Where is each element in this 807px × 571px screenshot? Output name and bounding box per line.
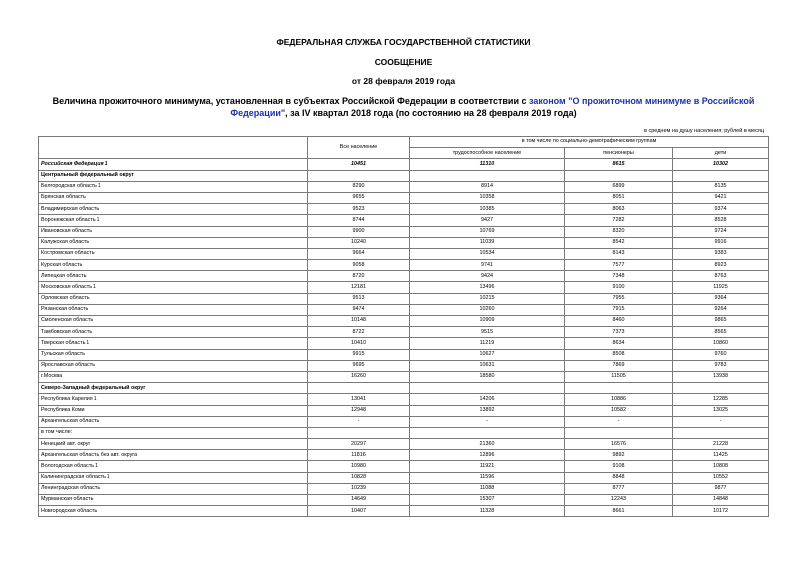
col-group-header: в том числе по социально-демографическим группам	[410, 137, 769, 148]
region-name-cell	[39, 271, 308, 282]
region-name: Республика Коми	[41, 406, 85, 413]
value-cell: 6899	[565, 181, 673, 192]
value-cell: 9424	[410, 271, 565, 282]
value-cell: 10240	[308, 237, 410, 248]
value-cell: 9474	[308, 304, 410, 315]
value-cell: 9892	[565, 450, 673, 461]
table-row	[39, 271, 769, 282]
region-name: Тамбовская область	[41, 328, 93, 335]
region-name-cell	[39, 181, 308, 192]
table-row	[39, 349, 769, 360]
value-cell: 9523	[308, 204, 410, 215]
region-name: г.Москва	[41, 373, 63, 380]
value-cell: 20297	[308, 439, 410, 450]
table-row	[39, 371, 769, 382]
value-cell: 10627	[410, 349, 565, 360]
empty-cell	[673, 170, 769, 181]
value-cell: 7282	[565, 215, 673, 226]
table-row	[39, 427, 769, 438]
value-cell: 11505	[565, 371, 673, 382]
table-row	[39, 181, 769, 192]
region-name: Мурманская область	[41, 496, 94, 503]
col-children: дети	[673, 148, 769, 159]
value-cell: 13892	[410, 405, 565, 416]
value-cell: 18580	[410, 371, 565, 382]
region-name: Вологодская область	[41, 462, 95, 469]
region-name: в том числе:	[41, 429, 73, 436]
value-cell: 12896	[410, 450, 565, 461]
value-cell: -	[673, 416, 769, 427]
value-cell: 9264	[673, 304, 769, 315]
value-cell: 10239	[308, 483, 410, 494]
value-cell: 10631	[410, 360, 565, 371]
table-row	[39, 226, 769, 237]
empty-cell	[673, 383, 769, 394]
value-cell: 10410	[308, 338, 410, 349]
value-cell: 7955	[565, 293, 673, 304]
value-cell	[565, 427, 673, 438]
header-row	[39, 137, 769, 148]
region-name: Архангельская область без авт. округа	[41, 451, 138, 458]
value-cell: 8051	[565, 192, 673, 203]
table-row	[39, 483, 769, 494]
col-all-population: Все население	[308, 137, 410, 159]
value-cell: 8143	[565, 248, 673, 259]
value-cell: 9100	[565, 282, 673, 293]
value-cell: 16576	[565, 439, 673, 450]
value-cell: 8615	[565, 159, 673, 170]
col-working-age: трудоспособное население	[410, 148, 565, 159]
value-cell: 7915	[565, 304, 673, 315]
value-cell: 14206	[410, 394, 565, 405]
unit-note: в среднем на душу населения; рублей в месяц	[644, 128, 764, 134]
value-cell: 12948	[308, 405, 410, 416]
value-cell: 8763	[673, 271, 769, 282]
table-row	[39, 450, 769, 461]
value-cell: 9655	[308, 192, 410, 203]
col-pensioners: пенсионеры	[565, 148, 673, 159]
region-name-cell	[39, 495, 308, 506]
table-row	[39, 304, 769, 315]
value-cell: 10358	[410, 192, 565, 203]
region-name-cell	[39, 204, 308, 215]
table-row	[39, 394, 769, 405]
value-cell: 9865	[673, 316, 769, 327]
empty-cell	[308, 170, 410, 181]
footnote-mark[interactable]: 1	[95, 462, 98, 469]
table-row	[39, 461, 769, 472]
value-cell: 12181	[308, 282, 410, 293]
subsistence-table	[38, 136, 769, 517]
value-cell: 8320	[565, 226, 673, 237]
value-cell: 11088	[410, 483, 565, 494]
value-cell: 21360	[410, 439, 565, 450]
value-cell: 9783	[673, 360, 769, 371]
footnote-mark[interactable]: 1	[86, 339, 90, 346]
district-row	[39, 383, 769, 394]
value-cell: 10860	[673, 338, 769, 349]
region-name-cell	[39, 405, 308, 416]
district-name: Центральный федеральный округ	[39, 170, 308, 181]
value-cell: 11310	[410, 159, 565, 170]
region-name: Архангельская область	[41, 418, 100, 425]
region-name-cell	[39, 416, 308, 427]
value-cell: -	[410, 416, 565, 427]
value-cell: 8528	[673, 215, 769, 226]
region-name: Орловская область	[41, 295, 90, 302]
value-cell: 10886	[565, 394, 673, 405]
value-cell	[410, 427, 565, 438]
value-cell: 10302	[673, 159, 769, 170]
value-cell: 9760	[673, 349, 769, 360]
region-name: Воронежская область	[41, 216, 96, 223]
value-cell: 21228	[673, 439, 769, 450]
value-cell: 9108	[565, 461, 673, 472]
region-name: Рязанская область	[41, 306, 89, 313]
value-cell	[308, 427, 410, 438]
value-cell: -	[565, 416, 673, 427]
value-cell: 9741	[410, 260, 565, 271]
value-cell: 8848	[565, 472, 673, 483]
table-row	[39, 439, 769, 450]
table-row	[39, 316, 769, 327]
value-cell: 10909	[410, 316, 565, 327]
value-cell: 13025	[673, 405, 769, 416]
footnote-mark[interactable]: 1	[97, 183, 101, 190]
value-cell: 8722	[308, 327, 410, 338]
value-cell: 10828	[308, 472, 410, 483]
value-cell: 7577	[565, 260, 673, 271]
footnote-mark[interactable]: 1	[106, 474, 110, 481]
table-row	[39, 204, 769, 215]
value-cell: 10552	[673, 472, 769, 483]
district-row	[39, 170, 769, 181]
value-cell: 8460	[565, 316, 673, 327]
region-name: Костромская область	[41, 250, 95, 257]
table-row	[39, 237, 769, 248]
value-cell: 10451	[308, 159, 410, 170]
region-name-cell	[39, 304, 308, 315]
table-row	[39, 405, 769, 416]
value-cell: 8542	[565, 237, 673, 248]
value-cell: 10148	[308, 316, 410, 327]
region-name-cell	[39, 293, 308, 304]
value-cell: 10172	[673, 506, 769, 517]
value-cell: 8720	[308, 271, 410, 282]
document-title	[50, 96, 757, 119]
value-cell: 9058	[308, 260, 410, 271]
footnote-mark[interactable]: 1	[96, 216, 100, 223]
region-name: Владимирская область	[41, 205, 100, 212]
footnote-mark[interactable]: 1	[93, 395, 97, 402]
region-name-cell	[39, 192, 308, 203]
table-row	[39, 472, 769, 483]
footnote-mark[interactable]: 1	[93, 283, 96, 290]
value-cell: 9724	[673, 226, 769, 237]
value-cell: 9513	[308, 293, 410, 304]
value-cell: 9383	[673, 248, 769, 259]
region-name: Ивановская область	[41, 227, 93, 234]
value-cell: 8744	[308, 215, 410, 226]
region-name: Московская область	[41, 283, 93, 290]
table-row	[39, 159, 769, 170]
value-cell: 12285	[673, 394, 769, 405]
region-name-cell	[39, 349, 308, 360]
table-row	[39, 260, 769, 271]
message-heading: СООБЩЕНИЕ	[374, 57, 433, 67]
message-date: от 28 февраля 2019 года	[351, 76, 456, 86]
value-cell: 11328	[410, 506, 565, 517]
value-cell: 8914	[410, 181, 565, 192]
region-name: Тульская область	[41, 351, 86, 358]
table-row	[39, 248, 769, 259]
value-cell: 7373	[565, 327, 673, 338]
district-name: Северо-Западный федеральный округ	[39, 383, 308, 394]
agency-title: ФЕДЕРАЛЬНАЯ СЛУЖБА ГОСУДАРСТВЕННОЙ СТАТИСТИКИ	[276, 37, 531, 47]
value-cell: 8634	[565, 338, 673, 349]
region-name: Ленинградская область	[41, 485, 101, 492]
region-name-cell	[39, 260, 308, 271]
region-name: Курская область	[41, 261, 83, 268]
value-cell: 11219	[410, 338, 565, 349]
value-cell: 11596	[410, 472, 565, 483]
value-cell: 14649	[308, 495, 410, 506]
value-cell: 10407	[308, 506, 410, 517]
region-name: Калужская область	[41, 239, 90, 246]
region-name: Ярославская область	[41, 362, 96, 369]
region-name-cell	[39, 439, 308, 450]
table-row	[39, 506, 769, 517]
value-cell: 10808	[673, 461, 769, 472]
region-name: Российская Федерация	[41, 160, 104, 167]
region-name-cell	[39, 427, 308, 438]
title-text-1: Величина прожиточного минимума, установленная в субъектах Российской Федерации в соответствии с	[52, 96, 529, 106]
table-row	[39, 360, 769, 371]
region-name-cell	[39, 159, 308, 170]
region-name-cell	[39, 282, 308, 293]
table-row	[39, 338, 769, 349]
value-cell: 9915	[308, 349, 410, 360]
value-cell: 7869	[565, 360, 673, 371]
value-cell: 9695	[308, 360, 410, 371]
region-name-cell	[39, 461, 308, 472]
value-cell: 10260	[410, 304, 565, 315]
region-name-cell	[39, 472, 308, 483]
region-name-cell	[39, 506, 308, 517]
value-cell: 11425	[673, 450, 769, 461]
region-name: Республика Карелия	[41, 395, 93, 402]
region-name-cell	[39, 248, 308, 259]
header-blank	[39, 137, 308, 159]
empty-cell	[565, 383, 673, 394]
table-row	[39, 192, 769, 203]
region-name: Смоленская область	[41, 317, 94, 324]
region-name-cell	[39, 215, 308, 226]
empty-cell	[565, 170, 673, 181]
value-cell: 11921	[410, 461, 565, 472]
value-cell: 9421	[673, 192, 769, 203]
value-cell: 8565	[673, 327, 769, 338]
value-cell: 14848	[673, 495, 769, 506]
region-name: Брянская область	[41, 194, 86, 201]
empty-cell	[410, 383, 565, 394]
value-cell: 12243	[565, 495, 673, 506]
region-name-cell	[39, 394, 308, 405]
region-name-cell	[39, 450, 308, 461]
table-row	[39, 293, 769, 304]
value-cell: 9427	[410, 215, 565, 226]
value-cell: 15307	[410, 495, 565, 506]
value-cell: 10980	[308, 461, 410, 472]
region-name: Ненецкий авт. округ	[41, 440, 91, 447]
region-name: Новгородская область	[41, 507, 98, 514]
value-cell: 9515	[410, 327, 565, 338]
value-cell: 8777	[565, 483, 673, 494]
value-cell: 10215	[410, 293, 565, 304]
value-cell: 8661	[565, 506, 673, 517]
value-cell: 10582	[565, 405, 673, 416]
value-cell: 11039	[410, 237, 565, 248]
value-cell: 10385	[410, 204, 565, 215]
value-cell: 9664	[308, 248, 410, 259]
value-cell: 9900	[308, 226, 410, 237]
value-cell: 9364	[673, 293, 769, 304]
region-name-cell	[39, 327, 308, 338]
region-name: Тверская область	[41, 339, 86, 346]
value-cell: 8135	[673, 181, 769, 192]
value-cell: 11925	[673, 282, 769, 293]
title-text-2: , за IV квартал 2018 года (по состоянию на 28 февраля 2019 года)	[285, 107, 577, 118]
value-cell: 13041	[308, 394, 410, 405]
region-name-cell	[39, 360, 308, 371]
table-row	[39, 495, 769, 506]
value-cell: 7348	[565, 271, 673, 282]
value-cell: 16260	[308, 371, 410, 382]
region-name-cell	[39, 483, 308, 494]
value-cell: 11816	[308, 450, 410, 461]
table-row	[39, 416, 769, 427]
region-name-cell	[39, 316, 308, 327]
region-name: Липецкая область	[41, 272, 87, 279]
table-row	[39, 215, 769, 226]
footnote-mark[interactable]: 1	[104, 160, 108, 167]
value-cell: 8923	[673, 260, 769, 271]
region-name-cell	[39, 237, 308, 248]
table-row	[39, 327, 769, 338]
value-cell: 13496	[410, 282, 565, 293]
region-name-cell	[39, 226, 308, 237]
region-name-cell	[39, 371, 308, 382]
region-name: Калининградская область	[41, 474, 106, 481]
empty-cell	[410, 170, 565, 181]
value-cell: 9877	[673, 483, 769, 494]
value-cell: 9916	[673, 237, 769, 248]
value-cell: 13938	[673, 371, 769, 382]
value-cell: 9374	[673, 204, 769, 215]
law-link[interactable]: законом "О прожиточном минимуме в Российской Федерации"	[230, 96, 755, 118]
value-cell	[673, 427, 769, 438]
value-cell: -	[308, 416, 410, 427]
value-cell: 8063	[565, 204, 673, 215]
region-name: Белгородская область	[41, 183, 97, 190]
table-row	[39, 282, 769, 293]
empty-cell	[308, 383, 410, 394]
value-cell: 10769	[410, 226, 565, 237]
value-cell: 10534	[410, 248, 565, 259]
value-cell: 8290	[308, 181, 410, 192]
value-cell: 8508	[565, 349, 673, 360]
region-name-cell	[39, 338, 308, 349]
